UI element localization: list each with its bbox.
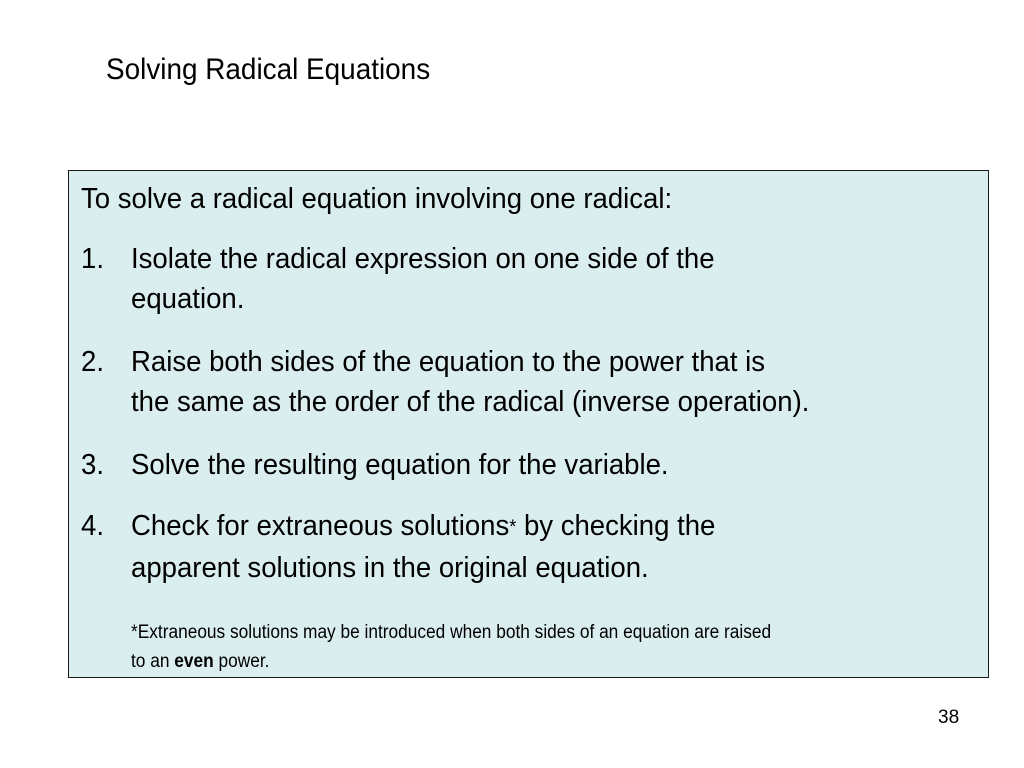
step-line: Isolate the radical expression on one side of the xyxy=(131,243,715,275)
step-line: Solve the resulting equation for the variable. xyxy=(131,449,669,481)
step-line: Raise both sides of the equation to the power that is xyxy=(131,346,766,378)
step-text xyxy=(131,342,809,422)
footnote-marker: * xyxy=(509,517,517,538)
step-number: 3. xyxy=(81,449,104,481)
step-number: 2. xyxy=(81,346,104,378)
step-line-start: Check for extraneous solutions xyxy=(131,510,510,542)
step-number: 1. xyxy=(81,243,104,275)
footnote-line-start: to an xyxy=(131,651,175,672)
slide-title: Solving Radical Equations xyxy=(106,53,431,86)
step-line: the same as the order of the radical (inverse operation). xyxy=(131,386,810,418)
intro-text: To solve a radical equation involving one radical: xyxy=(81,183,673,215)
footnote xyxy=(131,618,771,676)
step-line: apparent solutions in the original equation. xyxy=(131,552,649,584)
step-line: equation. xyxy=(131,283,245,315)
page-number: 38 xyxy=(938,707,960,728)
step-text xyxy=(131,445,669,485)
footnote-line: *Extraneous solutions may be introduced when both sides of an equation are raised xyxy=(131,622,772,643)
step-text xyxy=(131,506,715,588)
footnote-emphasis: even xyxy=(174,651,214,672)
content-box xyxy=(68,170,989,678)
step-text xyxy=(131,239,715,319)
step-line-end: by checking the xyxy=(516,510,716,542)
step-number: 4. xyxy=(81,510,104,542)
footnote-line-end: power. xyxy=(213,651,270,672)
